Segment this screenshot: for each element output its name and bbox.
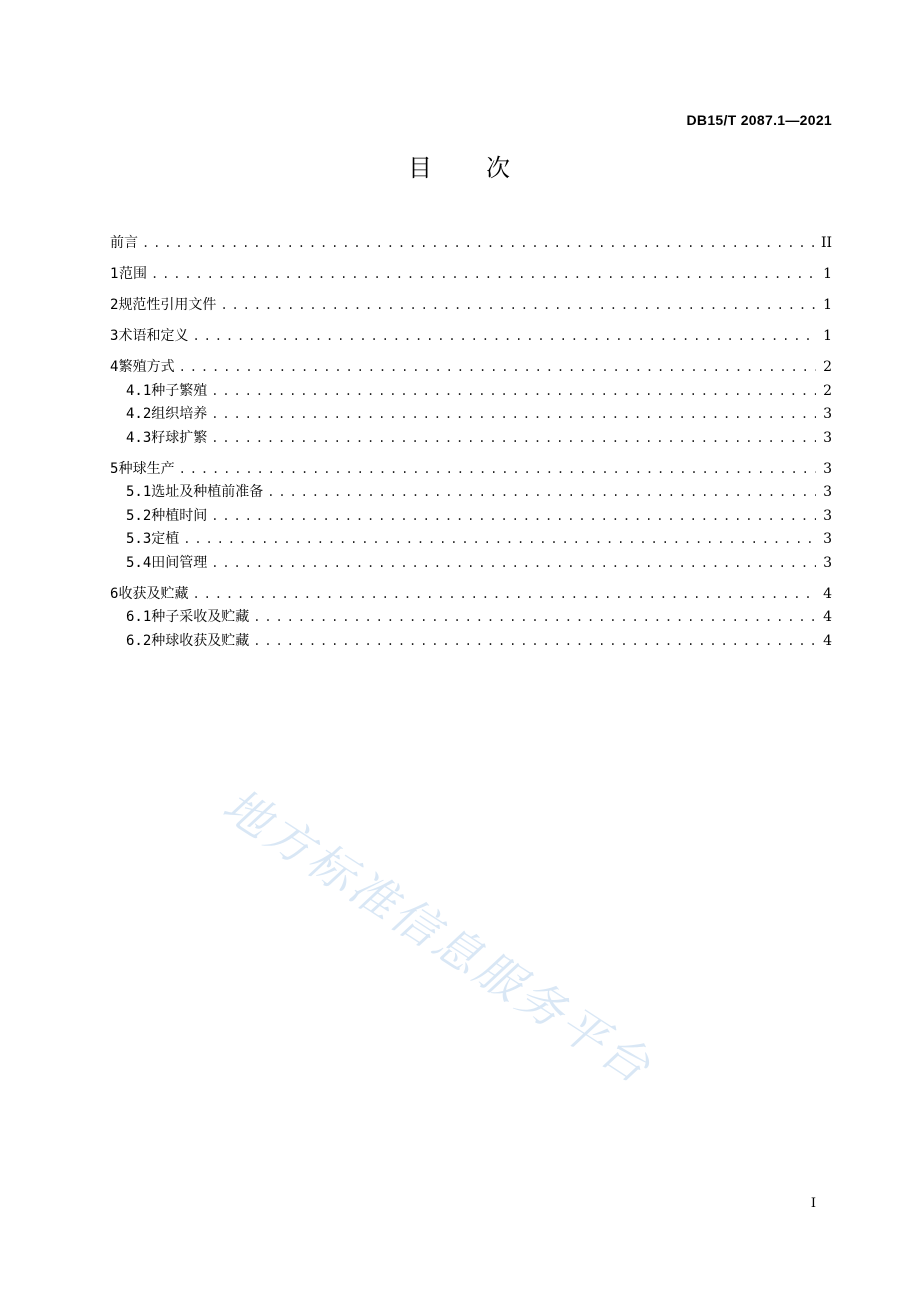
toc-entry[interactable] <box>110 606 832 630</box>
toc-entry-number: 6.2 <box>126 632 152 649</box>
toc-entry-page: 3 <box>823 507 832 524</box>
toc-entry-label: 术语和定义 <box>118 328 189 344</box>
toc-entry[interactable] <box>110 427 832 451</box>
toc-leader-dots <box>211 380 816 404</box>
toc-entry-label: 繁殖方式 <box>118 359 175 375</box>
toc-entry-number: 5.4 <box>126 554 152 571</box>
toc-leader-dots <box>211 505 816 529</box>
toc-entry-number: 4 <box>110 359 119 375</box>
toc-entry-page: 2 <box>823 359 832 375</box>
toc-entry-number: 5.1 <box>126 484 152 500</box>
toc-entry-page: 3 <box>823 460 832 477</box>
toc-entry[interactable] <box>110 356 832 380</box>
toc-entry[interactable] <box>110 505 832 529</box>
toc-entry-number: 3 <box>110 328 119 344</box>
toc-entry-label: 田间管理 <box>151 554 208 571</box>
toc-entry[interactable] <box>110 403 832 427</box>
toc-entry-page: 3 <box>823 554 832 571</box>
toc-leader-dots <box>183 528 816 552</box>
toc-entry-label: 选址及种植前准备 <box>151 484 264 500</box>
toc-entry-label: 范围 <box>119 266 148 282</box>
toc-entry-label: 定植 <box>151 531 180 547</box>
toc-entry[interactable] <box>110 232 832 256</box>
document-code: DB15/T 2087.1—2021 <box>686 112 832 128</box>
toc-leader-dots <box>211 552 816 576</box>
toc-entry-label: 组织培养 <box>151 406 208 422</box>
toc-entry[interactable] <box>110 630 832 654</box>
toc-entry[interactable] <box>110 380 832 404</box>
toc-entry-label: 种球收获及贮藏 <box>151 632 250 649</box>
toc-entry-number: 6.1 <box>126 609 152 625</box>
toc-leader-dots <box>151 263 816 287</box>
toc-leader-dots <box>192 583 816 607</box>
toc-entry[interactable] <box>110 528 832 552</box>
toc-entry-number: 1 <box>110 266 119 282</box>
toc-leader-dots <box>179 458 816 482</box>
toc-entry[interactable] <box>110 294 832 318</box>
toc-entry[interactable] <box>110 481 832 505</box>
toc-entry-page: 2 <box>823 382 832 399</box>
toc-entry[interactable] <box>110 552 832 576</box>
toc-entry-page: 4 <box>823 632 832 649</box>
toc-entry-number: 5.3 <box>126 531 152 547</box>
toc-entry-page: 1 <box>823 266 832 282</box>
toc-entry-page: 3 <box>823 531 832 547</box>
toc-entry-label: 规范性引用文件 <box>118 297 217 313</box>
toc-entry-page: 4 <box>823 585 832 602</box>
toc-entry[interactable] <box>110 263 832 287</box>
toc-entry-page: 3 <box>823 429 832 446</box>
toc-entry-label: 收获及贮藏 <box>118 585 189 602</box>
toc-entry-label: 种子繁殖 <box>151 382 208 399</box>
watermark: 地方标准信息服务平台 <box>213 777 663 1096</box>
toc-leader-dots <box>220 294 816 318</box>
toc-leader-dots <box>211 403 816 427</box>
toc-entry[interactable] <box>110 458 832 482</box>
toc-entry-page: II <box>820 235 832 251</box>
toc-entry-label: 种子采收及贮藏 <box>151 609 250 625</box>
toc-entry-label: 籽球扩繁 <box>151 429 208 446</box>
toc-entry-number: 6 <box>110 585 119 602</box>
toc-leader-dots <box>211 427 816 451</box>
toc-entry-label: 种球生产 <box>118 460 175 477</box>
toc-entry-page: 1 <box>823 297 832 313</box>
toc-entry-page: 3 <box>823 406 832 422</box>
toc-entry[interactable] <box>110 325 832 349</box>
toc-entry-number: 5 <box>110 460 119 477</box>
toc-leader-dots <box>253 606 816 630</box>
toc-leader-dots <box>267 481 816 505</box>
toc-entry-number: 4.2 <box>126 406 152 422</box>
toc-entry-page: 4 <box>823 609 832 625</box>
toc-entry-number: 4.1 <box>126 382 152 399</box>
toc-entry-label: 种植时间 <box>151 507 208 524</box>
toc-entry-page: 3 <box>823 484 832 500</box>
toc-title: 目 次 <box>408 154 512 182</box>
toc-entry-number: 2 <box>110 297 119 313</box>
toc-entry-number: 4.3 <box>126 429 152 446</box>
toc-leader-dots <box>142 232 816 256</box>
toc-list <box>110 232 832 653</box>
toc-entry-label: 前言 <box>110 235 138 251</box>
toc-entry-number: 5.2 <box>126 507 152 524</box>
toc-entry-page: 1 <box>823 328 832 344</box>
toc-leader-dots <box>179 356 816 380</box>
toc-leader-dots <box>192 325 816 349</box>
page-folio: I <box>810 1196 816 1211</box>
toc-leader-dots <box>253 630 816 654</box>
toc-entry[interactable] <box>110 583 832 607</box>
